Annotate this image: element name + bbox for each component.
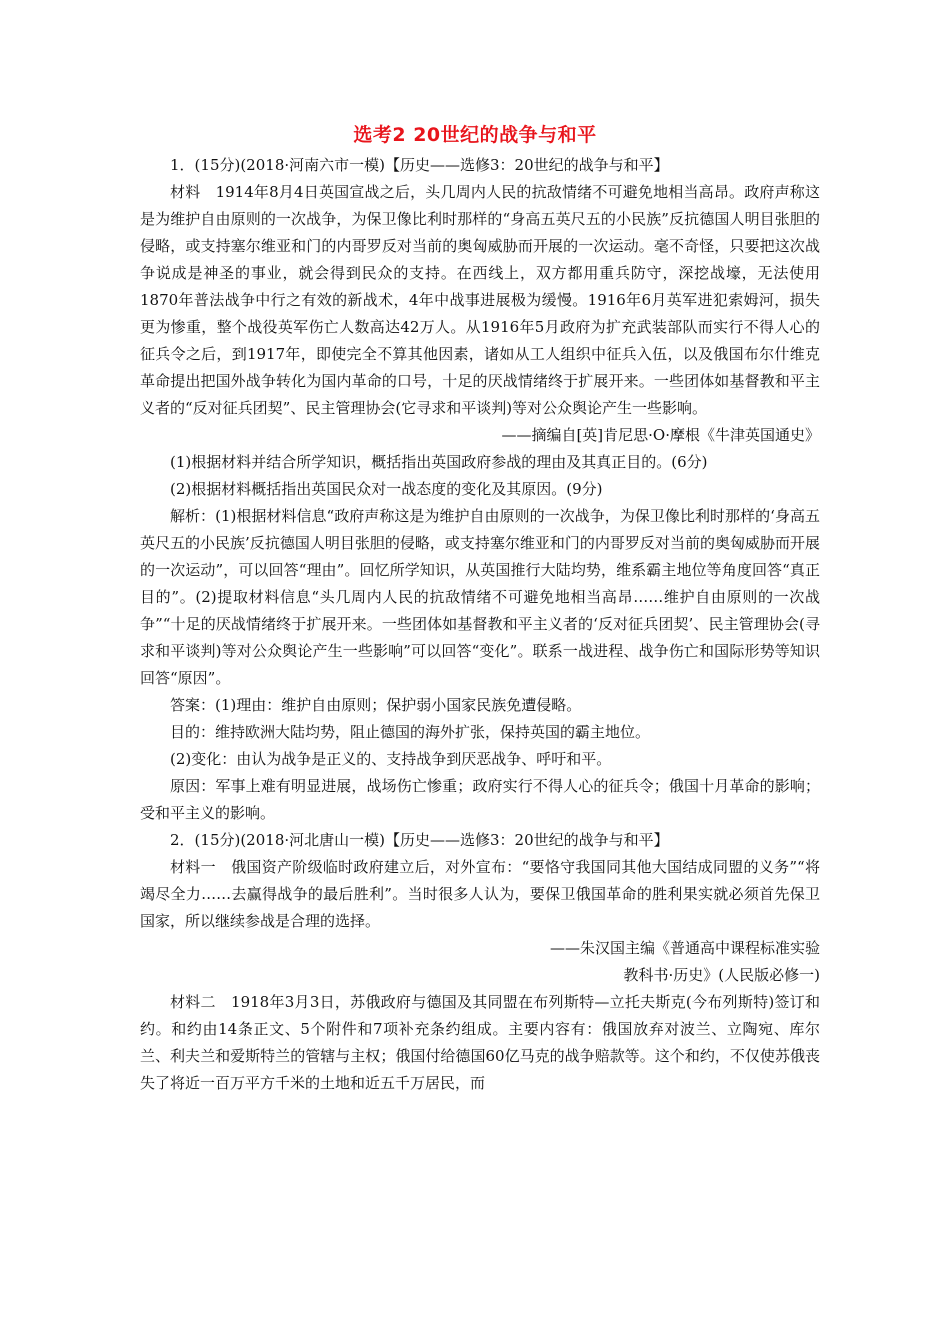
question-1-sub-2: (2)根据材料概括指出英国民众对一战态度的变化及其原因。(9分): [170, 480, 603, 498]
question-1-source: ——摘编自[英]肯尼思·O·摩根《牛津英国通史》: [501, 426, 820, 444]
question-1-answer-1: 答案：(1)理由：维护自由原则；保护弱小国家民族免遭侵略。: [170, 696, 582, 714]
question-2-source-1-line-2: 教科书·历史》(人民版必修一): [623, 966, 820, 984]
question-1-analysis: 解析：(1)根据材料信息“政府声称这是为维护自由原则的一次战争，为保卫像比利时那样的‘身高五英尺五的小民族’反抗德国人明目张胆的侵略，或支持塞尔维亚和门的内哥罗反对当前的奥匈威胁而开展的一次运动”，可以回答“理由”。回忆所学知识，从英国推行大陆均势，维系霸主地位等角度回答“真正目的”。(2)提取材料信息“头几周内人民的抗敌情绪不可避免地相当高昂……维护自由原则的一次战争”“十足的厌战情绪终于扩展开来。一些团体如基督教和平主义者的‘反对征兵团契’、民主管理协会(寻求和平谈判)等对公众舆论产生一些影响”可以回答“变化”。联系一战进程、战争伤亡和国际形势等知识回答“原因”。: [140, 507, 820, 687]
document-body: [140, 152, 820, 1097]
question-1-header: 1．(15分)(2018·河南六市一模)【历史——选修3：20世纪的战争与和平】: [170, 156, 669, 174]
question-2-source-1-line-1: ——朱汉国主编《普通高中课程标准实验: [549, 939, 820, 957]
question-1-sub-1: (1)根据材料并结合所学知识，概括指出英国政府参战的理由及其真正目的。(6分): [170, 453, 708, 471]
question-2-header: 2．(15分)(2018·河北唐山一模)【历史——选修3：20世纪的战争与和平】: [170, 831, 669, 849]
question-1-answer-2: (2)变化：由认为战争是正义的、支持战争到厌恶战争、呼吁和平。: [170, 750, 612, 768]
question-1-answer-1-purpose: 目的：维持欧洲大陆均势，阻止德国的海外扩张，保持英国的霸主地位。: [170, 723, 651, 741]
question-2-material-1: 材料一 俄国资产阶级临时政府建立后，对外宣布：“要恪守我国同其他大国结成同盟的义务”“将竭尽全力……去赢得战争的最后胜利”。当时很多人认为，要保卫俄国革命的胜利果实就必须首先保卫国家，所以继续参战是合理的选择。: [140, 858, 820, 930]
question-1-material: 材料 1914年8月4日英国宣战之后，头几周内人民的抗敌情绪不可避免地相当高昂。政府声称这是为维护自由原则的一次战争，为保卫像比利时那样的“身高五英尺五的小民族”反抗德国人明目张胆的侵略，或支持塞尔维亚和门的内哥罗反对当前的奥匈威胁而开展的一次运动。毫不奇怪，只要把这次战争说成是神圣的事业，就会得到民众的支持。在西线上，双方都用重兵防守，深挖战壕，无法使用1870年普法战争中行之有效的新战术，4年中战事进展极为缓慢。1916年6月英军进犯索姆河，损失更为惨重，整个战役英军伤亡人数高达42万人。从1916年5月政府为扩充武装部队而实行不得人心的征兵令之后，到1917年，即使完全不算其他因素，诸如从工人组织中征兵入伍，以及俄国布尔什维克革命提出把国外战争转化为国内革命的口号，十足的厌战情绪终于扩展开来。一些团体如基督教和平主义者的“反对征兵团契”、民主管理协会(它寻求和平谈判)等对公众舆论产生一些影响。: [140, 183, 820, 417]
page-title: 选考2 20世纪的战争与和平: [353, 124, 597, 146]
question-2-material-2: 材料二 1918年3月3日，苏俄政府与德国及其同盟在布列斯特—立托夫斯克(今布列斯特)签订和约。和约由14条正文、5个附件和7项补充条约组成。主要内容有：俄国放弃对波兰、立陶宛、库尔兰、利夫兰和爱斯特兰的管辖与主权；俄国付给德国60亿马克的战争赔款等。这个和约，不仅使苏俄丧失了将近一百万平方千米的土地和近五千万居民，而: [140, 993, 820, 1092]
question-1-answer-2-reason: 原因：军事上难有明显进展，战场伤亡惨重；政府实行不得人心的征兵令；俄国十月革命的影响；受和平主义的影响。: [140, 777, 820, 822]
